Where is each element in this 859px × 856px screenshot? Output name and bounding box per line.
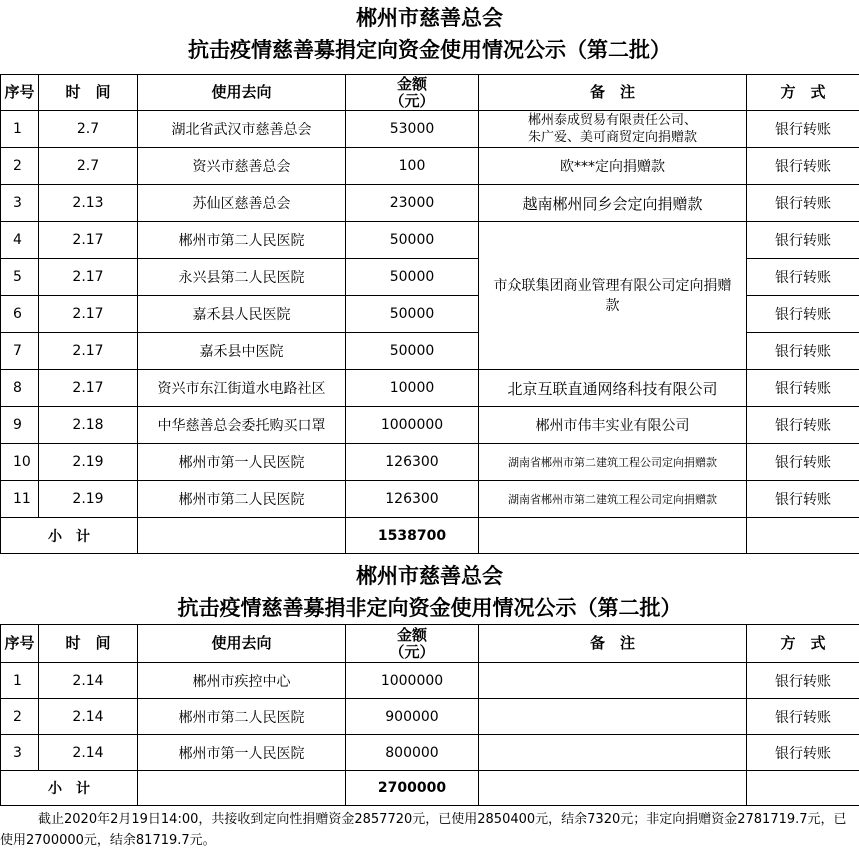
row-time: 2.19 — [39, 481, 138, 518]
row-no: 3 — [1, 735, 39, 771]
table-header-row — [1, 75, 859, 111]
row-time: 2.14 — [39, 663, 138, 699]
header-method: 方 式 — [747, 625, 859, 663]
row-time: 2.18 — [39, 407, 138, 444]
table-row — [1, 444, 859, 481]
row-use: 郴州市第二人民医院 — [138, 481, 346, 518]
row-method: 银行转账 — [747, 296, 859, 333]
row-no: 3 — [1, 185, 39, 222]
row-note: 郴州市伟丰实业有限公司 — [479, 407, 747, 444]
row-no: 9 — [1, 407, 39, 444]
section1-org-title: 郴州市慈善总会 — [356, 5, 503, 30]
header-time: 时 间 — [39, 75, 138, 111]
row-time: 2.14 — [39, 699, 138, 735]
row-time: 2.17 — [39, 370, 138, 407]
row-amount: 126300 — [346, 444, 479, 481]
row-use: 郴州市第一人民医院 — [138, 444, 346, 481]
row-time: 2.14 — [39, 735, 138, 771]
row-amount: 50000 — [346, 259, 479, 296]
row-use: 资兴市东江街道水电路社区 — [138, 370, 346, 407]
row-no: 5 — [1, 259, 39, 296]
row-no: 8 — [1, 370, 39, 407]
header-method: 方 式 — [747, 75, 859, 111]
section2-report-title: 抗击疫情慈善募捐非定向资金使用情况公示（第二批） — [177, 595, 682, 620]
table-row — [1, 148, 859, 185]
row-time: 2.7 — [39, 111, 138, 148]
row-use: 湖北省武汉市慈善总会 — [138, 111, 346, 148]
section1-report-title: 抗击疫情慈善募捐定向资金使用情况公示（第二批） — [188, 37, 671, 62]
table-row — [1, 407, 859, 444]
row-no: 6 — [1, 296, 39, 333]
row-no: 1 — [1, 663, 39, 699]
row-no: 7 — [1, 333, 39, 370]
row-amount: 100 — [346, 148, 479, 185]
table-row — [1, 663, 859, 699]
row-note: 郴州泰成贸易有限责任公司、 朱广爱、美可商贸定向捐赠款 — [479, 111, 747, 148]
row-time: 2.17 — [39, 259, 138, 296]
header-amount: 金额 （元） — [346, 625, 479, 663]
row-use: 郴州市第一人民医院 — [138, 735, 346, 771]
row-method: 银行转账 — [747, 333, 859, 370]
row-use: 永兴县第二人民医院 — [138, 259, 346, 296]
row-amount: 1000000 — [346, 663, 479, 699]
subtotal-label: 小 计 — [1, 771, 138, 806]
header-use: 使用去向 — [138, 75, 346, 111]
row-amount: 1000000 — [346, 407, 479, 444]
row-note: 欧***定向捐赠款 — [479, 148, 747, 185]
row-no: 11 — [1, 481, 39, 518]
header-note: 备 注 — [479, 625, 747, 663]
row-amount: 10000 — [346, 370, 479, 407]
row-no: 2 — [1, 148, 39, 185]
row-amount: 900000 — [346, 699, 479, 735]
undirected-funds-table — [0, 624, 859, 806]
header-use: 使用去向 — [138, 625, 346, 663]
subtotal-empty — [479, 771, 747, 806]
row-amount: 50000 — [346, 333, 479, 370]
row-method: 银行转账 — [747, 444, 859, 481]
row-method: 银行转账 — [747, 259, 859, 296]
table-row — [1, 222, 859, 259]
subtotal-empty — [479, 518, 747, 554]
header-no: 序号 — [1, 75, 39, 111]
table-row — [1, 735, 859, 771]
subtotal-row — [1, 518, 859, 554]
row-amount: 53000 — [346, 111, 479, 148]
row-amount: 23000 — [346, 185, 479, 222]
header-amount: 金额 （元） — [346, 75, 479, 111]
footer-summary: 截止2020年2月19日14:00，共接收到定向性捐赠资金2857720元，已使用2850400元，结余7320元；非定向捐赠资金2781719.7元，已使用2700000元，结余81719.7元。 — [0, 812, 847, 848]
row-amount: 800000 — [346, 735, 479, 771]
row-note: 北京互联直通网络科技有限公司 — [479, 370, 747, 407]
row-use: 嘉禾县中医院 — [138, 333, 346, 370]
row-method: 银行转账 — [747, 735, 859, 771]
row-time: 2.19 — [39, 444, 138, 481]
subtotal-label: 小 计 — [1, 518, 138, 554]
directed-funds-table — [0, 74, 859, 554]
header-time: 时 间 — [39, 625, 138, 663]
row-note — [479, 735, 747, 771]
row-method: 银行转账 — [747, 370, 859, 407]
row-no: 10 — [1, 444, 39, 481]
row-method: 银行转账 — [747, 148, 859, 185]
row-time: 2.17 — [39, 222, 138, 259]
header-no: 序号 — [1, 625, 39, 663]
subtotal-empty — [747, 518, 859, 554]
row-use: 苏仙区慈善总会 — [138, 185, 346, 222]
subtotal-empty — [747, 771, 859, 806]
row-note: 湖南省郴州市第二建筑工程公司定向捐赠款 — [479, 444, 747, 481]
row-amount: 50000 — [346, 296, 479, 333]
row-time: 2.7 — [39, 148, 138, 185]
row-method: 银行转账 — [747, 663, 859, 699]
row-note — [479, 699, 747, 735]
table-row — [1, 481, 859, 518]
row-method: 银行转账 — [747, 481, 859, 518]
row-time: 2.17 — [39, 333, 138, 370]
row-no: 2 — [1, 699, 39, 735]
table-row — [1, 185, 859, 222]
row-no: 4 — [1, 222, 39, 259]
row-use: 嘉禾县人民医院 — [138, 296, 346, 333]
table-row — [1, 370, 859, 407]
merged-note: 市众联集团商业管理有限公司定向捐赠款 — [479, 222, 747, 370]
header-note: 备 注 — [479, 75, 747, 111]
row-use: 郴州市第二人民医院 — [138, 699, 346, 735]
row-amount: 126300 — [346, 481, 479, 518]
row-note — [479, 663, 747, 699]
row-method: 银行转账 — [747, 407, 859, 444]
table-header-row — [1, 625, 859, 663]
row-amount: 50000 — [346, 222, 479, 259]
row-note: 越南郴州同乡会定向捐赠款 — [479, 185, 747, 222]
subtotal-row — [1, 771, 859, 806]
row-method: 银行转账 — [747, 699, 859, 735]
row-method: 银行转账 — [747, 222, 859, 259]
row-time: 2.13 — [39, 185, 138, 222]
row-use: 中华慈善总会委托购买口罩 — [138, 407, 346, 444]
row-note: 湖南省郴州市第二建筑工程公司定向捐赠款 — [479, 481, 747, 518]
row-use: 郴州市疾控中心 — [138, 663, 346, 699]
row-time: 2.17 — [39, 296, 138, 333]
row-use: 资兴市慈善总会 — [138, 148, 346, 185]
subtotal-value: 2700000 — [346, 771, 479, 806]
subtotal-value: 1538700 — [346, 518, 479, 554]
table-row — [1, 699, 859, 735]
table-row — [1, 111, 859, 148]
row-method: 银行转账 — [747, 111, 859, 148]
section2-org-title: 郴州市慈善总会 — [356, 563, 503, 588]
row-no: 1 — [1, 111, 39, 148]
row-method: 银行转账 — [747, 185, 859, 222]
subtotal-empty — [138, 771, 346, 806]
subtotal-empty — [138, 518, 346, 554]
row-use: 郴州市第二人民医院 — [138, 222, 346, 259]
